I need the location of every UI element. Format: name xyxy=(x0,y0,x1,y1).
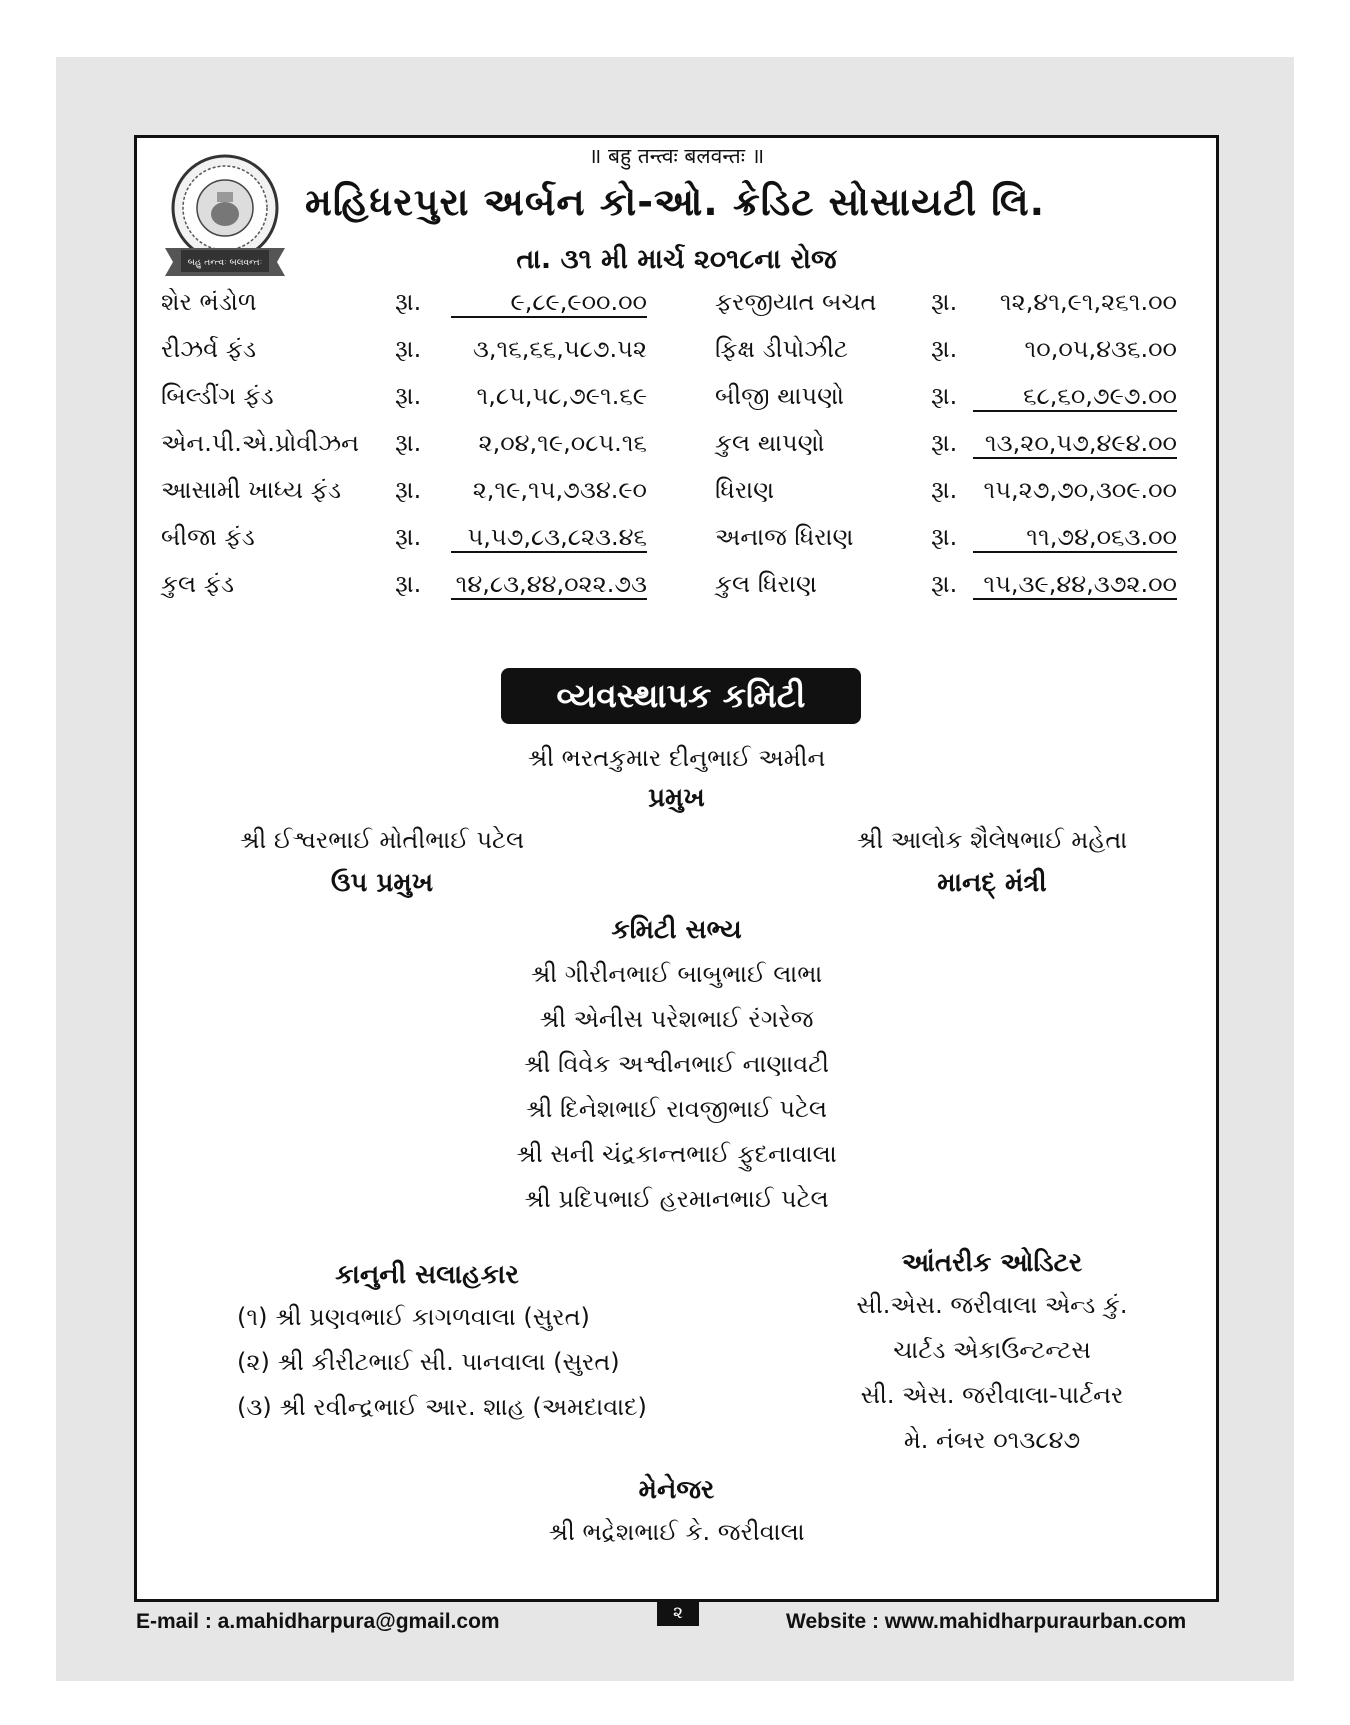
legal-advisor: (૧) શ્રી પ્રણવભાઈ કાગળવાલા (સુરત) xyxy=(237,1303,590,1331)
fin-amount: ૫,૫૭,૮૩,૮૨૩.૪૬ xyxy=(451,523,647,553)
auditor-line: ચાર્ટડ એકાઉન્ટન્ટસ xyxy=(893,1336,1091,1364)
fin-label: કુલ ધિરાણ xyxy=(715,570,817,598)
page-number: ૨ xyxy=(657,1600,699,1626)
member-name: શ્રી ગીરીનભાઈ બાબુભાઈ લાભા xyxy=(530,960,823,988)
fin-amount: ૬૮,૬૦,૭૯૭.૦૦ xyxy=(973,382,1177,412)
vice-president-name: શ્રી ઈશ્વરભાઈ મોતીભાઈ પટેલ xyxy=(239,826,525,854)
currency-label: રૂા. xyxy=(395,570,422,598)
currency-label: રૂા. xyxy=(931,429,958,457)
legal-advisor: (૨) શ્રી કીરીટભાઈ સી. પાનવાલા (સુરત) xyxy=(237,1348,620,1376)
committee-heading: વ્યવસ્થાપક કમિટી xyxy=(501,668,861,724)
fin-label: ધિરાણ xyxy=(715,476,775,504)
member-name: શ્રી સની ચંદ્રકાન્તભાઈ ફુદનાવાલા xyxy=(516,1140,837,1168)
auditor-line: સી.એસ. જરીવાલા એન્ડ કું. xyxy=(856,1291,1128,1319)
currency-label: રૂા. xyxy=(931,382,958,410)
fin-label: એન.પી.એ.પ્રોવીઝન xyxy=(161,429,360,457)
fin-label: કુલ ફંડ xyxy=(161,570,235,598)
currency-label: રૂા. xyxy=(931,476,958,504)
fin-amount: ૩,૧૬,૬૬,૫૮૭.૫૨ xyxy=(472,335,647,363)
member-name: શ્રી વિવેક અશ્વીનભાઈ નાણાવટી xyxy=(523,1050,829,1078)
fin-row xyxy=(137,335,1216,379)
legal-advisor: (૩) શ્રી રવીન્દ્રભાઈ આર. શાહ (અમદાવાદ) xyxy=(237,1393,647,1421)
members-heading: કમિટી સભ્ય xyxy=(611,915,742,945)
fin-row xyxy=(137,429,1216,473)
fin-row xyxy=(137,523,1216,567)
svg-text:બહુ તન્ત્વઃ બલવન્તઃ: બહુ તન્ત્વઃ બલવન્તઃ xyxy=(187,258,263,268)
currency-label: રૂા. xyxy=(395,429,422,457)
member-name: શ્રી દિનેશભાઈ રાવજીભાઈ પટેલ xyxy=(525,1095,828,1123)
fin-label: રીઝર્વ ફંડ xyxy=(161,335,257,363)
motto: ॥ बहु तन्त्वः बलवन्तः ॥ xyxy=(588,144,765,168)
fin-label: ફિક્ષ ડીપોઝીટ xyxy=(715,335,848,363)
document-frame xyxy=(134,135,1219,1602)
currency-label: રૂા. xyxy=(395,523,422,551)
financial-summary xyxy=(137,288,1216,628)
auditor-heading: આંતરીક ઓડિટર xyxy=(901,1248,1083,1278)
fin-label: કુલ થાપણો xyxy=(715,429,825,457)
currency-label: રૂા. xyxy=(395,335,422,363)
member-name: શ્રી એનીસ પરેશભાઈ રંગરેજ xyxy=(539,1005,814,1033)
fin-amount: ૧૩,૨૦,૫૭,૪૯૪.૦૦ xyxy=(973,429,1177,459)
auditor-line: સી. એસ. જરીવાલા-પાર્ટનર xyxy=(860,1381,1124,1409)
fin-amount: ૧૧,૭૪,૦૬૩.૦૦ xyxy=(973,523,1177,553)
society-title: મહિધરપુરા અર્બન કો-ઓ. ક્રેડિટ સોસાયટી લિ. xyxy=(305,180,1046,224)
fin-amount: ૧૫,૩૯,૪૪,૩૭૨.૦૦ xyxy=(973,570,1177,600)
vice-president-title: ઉપ પ્રમુખ xyxy=(330,868,434,898)
president-name: શ્રી ભરતકુમાર દીનુભાઈ અમીન xyxy=(527,744,826,772)
secretary-title: માનદ્ મંત્રી xyxy=(937,868,1047,898)
fin-row xyxy=(137,288,1216,332)
currency-label: રૂા. xyxy=(931,335,958,363)
fin-amount: ૯,૮૯,૯૦૦.૦૦ xyxy=(451,288,647,318)
fin-amount: ૧૨,૪૧,૯૧,૨૬૧.૦૦ xyxy=(999,288,1177,316)
secretary-name: શ્રી આલોક શૈલેષભાઈ મહેતા xyxy=(856,826,1128,854)
fin-label: બીજા ફંડ xyxy=(161,523,255,551)
fin-label: અનાજ ધિરાણ xyxy=(715,523,854,551)
footer-email: E-mail : a.mahidharpura@gmail.com xyxy=(136,1610,500,1633)
fin-label: ફરજીયાત બચત xyxy=(715,288,877,316)
legal-advisor-heading: કાનુની સલાહકાર xyxy=(335,1260,519,1290)
currency-label: રૂા. xyxy=(395,382,422,410)
fin-row-total xyxy=(137,570,1216,614)
fin-label: બીજી થાપણો xyxy=(715,382,845,410)
fin-row xyxy=(137,476,1216,520)
currency-label: રૂા. xyxy=(931,288,958,316)
auditor-line: મે. નંબર ૦૧૩૮૪૭ xyxy=(903,1426,1081,1454)
fin-amount: ૧,૮૫,૫૮,૭૯૧.૬૯ xyxy=(476,382,647,410)
report-date: તા. ૩૧ મી માર્ચ ૨૦૧૮ના રોજ xyxy=(516,244,837,275)
fin-amount: ૧૦,૦૫,૪૩૬.૦૦ xyxy=(1024,335,1177,363)
currency-label: રૂા. xyxy=(931,570,958,598)
fin-amount: ૧૪,૮૩,૪૪,૦૨૨.૭૩ xyxy=(451,570,647,600)
fin-row xyxy=(137,382,1216,426)
president-title: પ્રમુખ xyxy=(648,783,705,813)
manager-heading: મેનેજર xyxy=(638,1475,715,1505)
member-name: શ્રી પ્રદિપભાઈ હરમાનભાઈ પટેલ xyxy=(524,1185,829,1213)
manager-name: શ્રી ભદ્રેશભાઈ કે. જરીવાલા xyxy=(548,1518,805,1546)
currency-label: રૂા. xyxy=(931,523,958,551)
currency-label: રૂા. xyxy=(395,288,422,316)
fin-label: બિલ્ડીંગ ફંડ xyxy=(161,382,274,410)
fin-amount: ૨,૦૪,૧૯,૦૮૫.૧૬ xyxy=(478,429,647,457)
currency-label: રૂા. xyxy=(395,476,422,504)
fin-amount: ૨,૧૯,૧૫,૭૩૪.૯૦ xyxy=(472,476,647,504)
fin-label: આસામી ખાધ્ય ફંડ xyxy=(161,476,341,504)
footer-website: Website : www.mahidharpuraurban.com xyxy=(786,1610,1187,1633)
fin-amount: ૧૫,૨૭,૭૦,૩૦૯.૦૦ xyxy=(983,476,1177,504)
fin-label: શેર ભંડોળ xyxy=(161,288,257,316)
